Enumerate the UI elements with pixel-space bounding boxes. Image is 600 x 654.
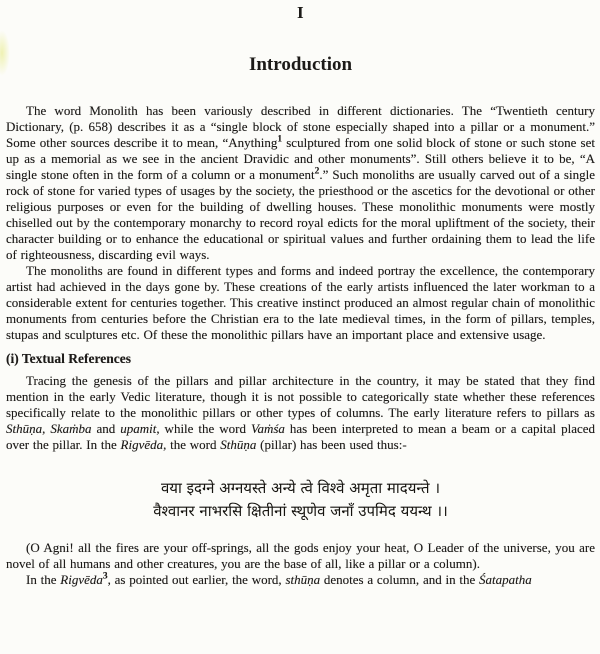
sanskrit-verse [6,477,595,523]
verse-line-1: वया इदग्ने अग्नयस्ते अन्ये त्वे विश्वे अमृता मादयन्ते । [160,479,441,497]
paragraph-textual-references: Tracing the genesis of the pillars and pillar architecture in the country, it may be stated that they find mention in the early Vedic literature, though it is not possible to categorically state whether these references specifically relate to the monolithic pillars or other types of columns. The early literature refers to pillars as Sthūṇa, Skaṁba and upamit, while the word Vaṁśa has been interpreted to mean a beam or a capital placed over the pillar. In the Rigvēda, the word Sthūṇa (pillar) has been used thus:- [6,373,596,452]
section-heading-textual-references: (i) Textual References [6,351,131,366]
verse-line-2: वैश्वानर नाभरसि क्षितीनां स्थूणेव जनाँ उपमिद ययन्थ ।। [153,502,448,520]
page-body [6,103,595,588]
paragraph-monolith-types: The monoliths are found in different types and forms and indeed portray the excellence, the contemporary artist had achieved in the days gone by. These creations of the early artists influenced the later workman to a considerable extent for centuries together. This creative instinct produced an almost regular chain of monolithic monuments from centuries before the Christian era to the late medieval times, in the form of pillars, temples, stupas and sculptures etc. Of these the monolithic pillars have an important place and extensive usage. [6,263,595,342]
page-title: Introduction [248,54,353,75]
chapter-number: I [296,3,305,22]
paragraph-monolith-definitions: The word Monolith has been variously described in different dictionaries. The “Twentieth century Dictionary, (p. 658) describes it as a “single block of stone especially shaped into a pillar or a monument.” Some other sources describe it to mean, “Anything$^1$ sculptured from one solid block of stone or such stone set up as a memorial as we see in the ancient Dravidic and other monuments”. Still others believe it to be, “A single stone often in the form of a column or a monument$^2$.” Such monoliths are usually carved out of a single rock of stone for varied types of usages by the society, the priesthood or the ascetics for the devotional or other religious purposes or even for the building of dwelling houses. These monolithic monuments were mostly chiselled out by the contemporary monarchy to record royal edicts for the moral upliftment of the society, their character building or to enhance the educational or spiritual values and further ordaining them to lead the life of righteousness, discarding evil ways. [6,103,595,262]
paragraph-verse-translation: (O Agni! all the fires are your off-springs, all the gods enjoy your heat, O Leader of the universe, you are novel of all humans and other creatures, you are the base of all, like a pillar or a column). [6,540,595,571]
paragraph-rigveda-sthuna: In the Rigvēda$^3$, as pointed out earlier, the word, sthūṇa denotes a column, and in the Śatapatha [26,571,532,587]
